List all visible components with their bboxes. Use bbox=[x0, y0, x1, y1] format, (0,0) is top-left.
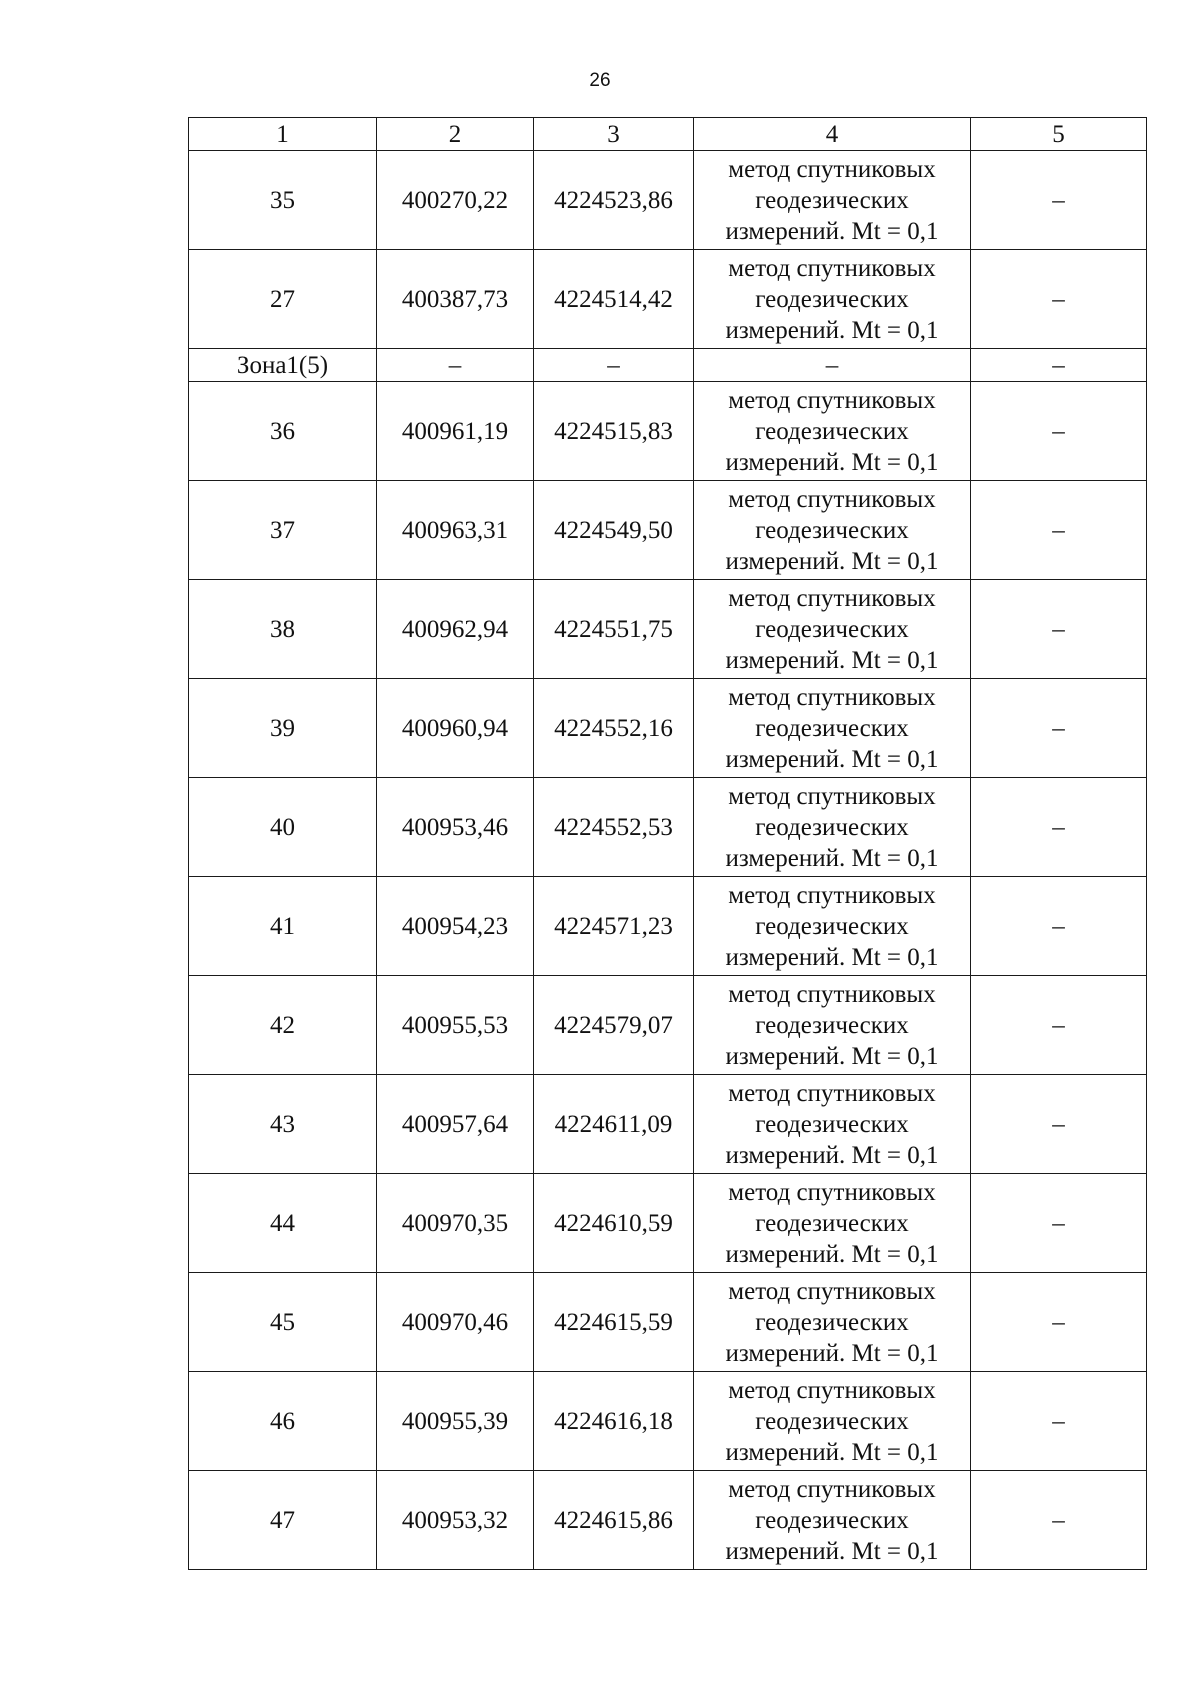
method-line: геодезических bbox=[755, 615, 909, 643]
column-header: 3 bbox=[534, 118, 694, 151]
method-line: метод спутниковых bbox=[728, 485, 936, 513]
method-line: измерений. Mt = 0,1 bbox=[725, 1141, 939, 1169]
method-line: геодезических bbox=[755, 1011, 909, 1039]
method-line: метод спутниковых bbox=[728, 980, 936, 1008]
note-cell: – bbox=[971, 679, 1147, 778]
method-line: измерений. Mt = 0,1 bbox=[725, 217, 939, 245]
method-line: геодезических bbox=[755, 1308, 909, 1336]
point-number-cell: 47 bbox=[189, 1471, 377, 1570]
y-coordinate-cell: 4224514,42 bbox=[534, 250, 694, 349]
method-cell bbox=[694, 1273, 971, 1372]
note-cell: – bbox=[971, 1471, 1147, 1570]
method-cell bbox=[694, 1471, 971, 1570]
table-row bbox=[189, 1273, 1147, 1372]
method-line: геодезических bbox=[755, 516, 909, 544]
method-cell bbox=[694, 250, 971, 349]
y-coordinate-cell: 4224616,18 bbox=[534, 1372, 694, 1471]
x-coordinate-cell: 400270,22 bbox=[377, 151, 534, 250]
x-coordinate-cell: 400954,23 bbox=[377, 877, 534, 976]
coordinates-table bbox=[188, 117, 1147, 1570]
y-coordinate-cell: 4224611,09 bbox=[534, 1075, 694, 1174]
point-number-cell: 41 bbox=[189, 877, 377, 976]
point-number-cell: 39 bbox=[189, 679, 377, 778]
table-row bbox=[189, 976, 1147, 1075]
point-number-cell: 27 bbox=[189, 250, 377, 349]
method-line: измерений. Mt = 0,1 bbox=[725, 1537, 939, 1565]
note-cell: – bbox=[971, 1273, 1147, 1372]
table-row bbox=[189, 580, 1147, 679]
x-coordinate-cell: 400970,35 bbox=[377, 1174, 534, 1273]
table-row bbox=[189, 1174, 1147, 1273]
method-cell bbox=[694, 151, 971, 250]
method-line: метод спутниковых bbox=[728, 386, 936, 414]
point-number-cell: 40 bbox=[189, 778, 377, 877]
note-cell: – bbox=[971, 1174, 1147, 1273]
y-coordinate-cell: – bbox=[534, 349, 694, 382]
method-line: метод спутниковых bbox=[728, 1376, 936, 1404]
note-cell: – bbox=[971, 877, 1147, 976]
column-header: 5 bbox=[971, 118, 1147, 151]
y-coordinate-cell: 4224523,86 bbox=[534, 151, 694, 250]
point-number-cell: 44 bbox=[189, 1174, 377, 1273]
method-cell bbox=[694, 481, 971, 580]
method-cell bbox=[694, 382, 971, 481]
method-line: метод спутниковых bbox=[728, 683, 936, 711]
table-row bbox=[189, 151, 1147, 250]
point-number-cell: 43 bbox=[189, 1075, 377, 1174]
method-line: геодезических bbox=[755, 912, 909, 940]
x-coordinate-cell: 400961,19 bbox=[377, 382, 534, 481]
method-line: измерений. Mt = 0,1 bbox=[725, 1042, 939, 1070]
note-cell: – bbox=[971, 976, 1147, 1075]
method-line: измерений. Mt = 0,1 bbox=[725, 1438, 939, 1466]
table-row bbox=[189, 877, 1147, 976]
method-line: измерений. Mt = 0,1 bbox=[725, 1339, 939, 1367]
method-line: измерений. Mt = 0,1 bbox=[725, 448, 939, 476]
note-cell: – bbox=[971, 250, 1147, 349]
y-coordinate-cell: 4224615,86 bbox=[534, 1471, 694, 1570]
y-coordinate-cell: 4224571,23 bbox=[534, 877, 694, 976]
zone-row bbox=[189, 349, 1147, 382]
x-coordinate-cell: – bbox=[377, 349, 534, 382]
method-line: метод спутниковых bbox=[728, 1079, 936, 1107]
table-row bbox=[189, 1471, 1147, 1570]
method-cell bbox=[694, 679, 971, 778]
method-line: геодезических bbox=[755, 1506, 909, 1534]
note-cell: – bbox=[971, 1075, 1147, 1174]
method-cell bbox=[694, 580, 971, 679]
method-line: геодезических bbox=[755, 186, 909, 214]
note-cell: – bbox=[971, 481, 1147, 580]
method-cell bbox=[694, 976, 971, 1075]
method-line: измерений. Mt = 0,1 bbox=[725, 547, 939, 575]
y-coordinate-cell: 4224549,50 bbox=[534, 481, 694, 580]
point-number-cell: 38 bbox=[189, 580, 377, 679]
method-line: метод спутниковых bbox=[728, 155, 936, 183]
table-row bbox=[189, 679, 1147, 778]
method-line: геодезических bbox=[755, 285, 909, 313]
method-cell bbox=[694, 1174, 971, 1273]
method-line: метод спутниковых bbox=[728, 584, 936, 612]
y-coordinate-cell: 4224610,59 bbox=[534, 1174, 694, 1273]
y-coordinate-cell: 4224552,16 bbox=[534, 679, 694, 778]
method-line: измерений. Mt = 0,1 bbox=[725, 844, 939, 872]
method-cell bbox=[694, 877, 971, 976]
method-line: геодезических bbox=[755, 1209, 909, 1237]
note-cell: – bbox=[971, 349, 1147, 382]
x-coordinate-cell: 400957,64 bbox=[377, 1075, 534, 1174]
method-line: метод спутниковых bbox=[728, 881, 936, 909]
method-line: геодезических bbox=[755, 1407, 909, 1435]
y-coordinate-cell: 4224579,07 bbox=[534, 976, 694, 1075]
method-line: геодезических bbox=[755, 714, 909, 742]
method-line: измерений. Mt = 0,1 bbox=[725, 646, 939, 674]
note-cell: – bbox=[971, 151, 1147, 250]
x-coordinate-cell: 400953,46 bbox=[377, 778, 534, 877]
table-row bbox=[189, 481, 1147, 580]
method-cell bbox=[694, 1372, 971, 1471]
method-line: измерений. Mt = 0,1 bbox=[725, 943, 939, 971]
y-coordinate-cell: 4224515,83 bbox=[534, 382, 694, 481]
method-line: измерений. Mt = 0,1 bbox=[725, 316, 939, 344]
x-coordinate-cell: 400963,31 bbox=[377, 481, 534, 580]
x-coordinate-cell: 400387,73 bbox=[377, 250, 534, 349]
y-coordinate-cell: 4224552,53 bbox=[534, 778, 694, 877]
note-cell: – bbox=[971, 382, 1147, 481]
method-line: геодезических bbox=[755, 417, 909, 445]
method-line: метод спутниковых bbox=[728, 254, 936, 282]
column-header: 4 bbox=[694, 118, 971, 151]
y-coordinate-cell: 4224551,75 bbox=[534, 580, 694, 679]
method-cell: – bbox=[694, 349, 971, 382]
method-line: измерений. Mt = 0,1 bbox=[725, 745, 939, 773]
method-line: метод спутниковых bbox=[728, 1178, 936, 1206]
method-line: геодезических bbox=[755, 1110, 909, 1138]
y-coordinate-cell: 4224615,59 bbox=[534, 1273, 694, 1372]
table-row bbox=[189, 382, 1147, 481]
point-number-cell: 46 bbox=[189, 1372, 377, 1471]
x-coordinate-cell: 400955,53 bbox=[377, 976, 534, 1075]
point-number-cell: 36 bbox=[189, 382, 377, 481]
column-header: 2 bbox=[377, 118, 534, 151]
x-coordinate-cell: 400970,46 bbox=[377, 1273, 534, 1372]
table-row bbox=[189, 778, 1147, 877]
method-line: метод спутниковых bbox=[728, 1475, 936, 1503]
column-header: 1 bbox=[189, 118, 377, 151]
point-number-cell: 42 bbox=[189, 976, 377, 1075]
point-number-cell: 45 bbox=[189, 1273, 377, 1372]
point-number-cell: 37 bbox=[189, 481, 377, 580]
table-row bbox=[189, 1075, 1147, 1174]
x-coordinate-cell: 400955,39 bbox=[377, 1372, 534, 1471]
method-line: метод спутниковых bbox=[728, 1277, 936, 1305]
method-cell bbox=[694, 778, 971, 877]
x-coordinate-cell: 400953,32 bbox=[377, 1471, 534, 1570]
x-coordinate-cell: 400962,94 bbox=[377, 580, 534, 679]
x-coordinate-cell: 400960,94 bbox=[377, 679, 534, 778]
table-body bbox=[189, 118, 1147, 1570]
header-row bbox=[189, 118, 1147, 151]
note-cell: – bbox=[971, 778, 1147, 877]
page-number: 26 bbox=[589, 70, 611, 91]
note-cell: – bbox=[971, 580, 1147, 679]
table-row bbox=[189, 250, 1147, 349]
table-row bbox=[189, 1372, 1147, 1471]
point-number-cell: 35 bbox=[189, 151, 377, 250]
method-line: измерений. Mt = 0,1 bbox=[725, 1240, 939, 1268]
method-line: геодезических bbox=[755, 813, 909, 841]
method-line: метод спутниковых bbox=[728, 782, 936, 810]
note-cell: – bbox=[971, 1372, 1147, 1471]
method-cell bbox=[694, 1075, 971, 1174]
point-number-cell: Зона1(5) bbox=[189, 349, 377, 382]
